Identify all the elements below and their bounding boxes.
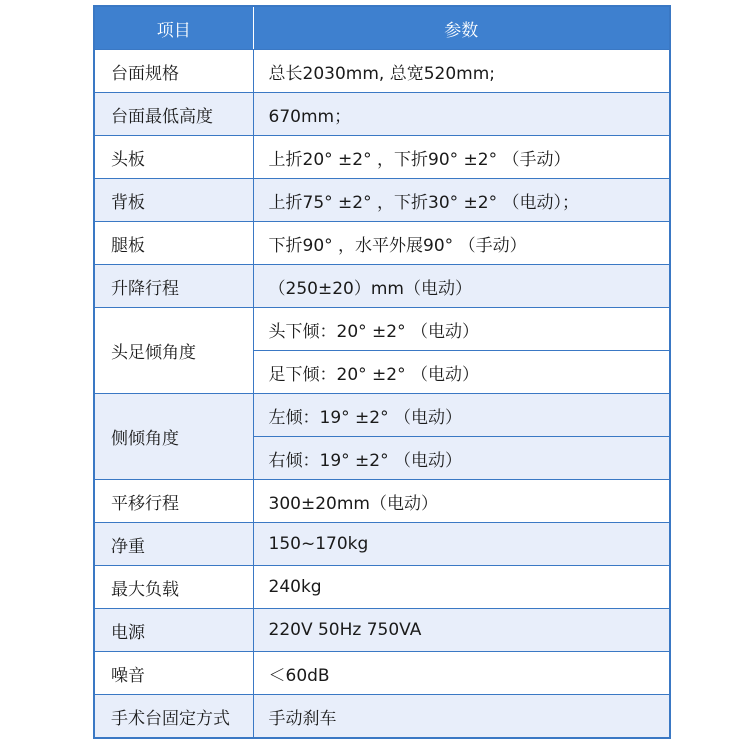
table-row [94,695,670,739]
row-label: 最大负载 [94,566,253,609]
row-value: 头下倾：20° ±2° （电动） [253,308,670,351]
row-label: 电源 [94,609,253,652]
header-param: 参数 [253,6,670,50]
row-value: 总长2030mm, 总宽520mm; [253,50,670,93]
row-label: 侧倾角度 [94,394,253,480]
row-value: 下折90° ，水平外展90° （手动） [253,222,670,265]
row-label: 手术台固定方式 [94,695,253,739]
row-value: 150~170kg [253,523,670,566]
row-value: 上折20° ±2° ，下折90° ±2° （手动） [253,136,670,179]
table-row [94,523,670,566]
row-value: 220V 50Hz 750VA [253,609,670,652]
row-value: 右倾：19° ±2° （电动） [253,437,670,480]
row-label: 台面最低高度 [94,93,253,136]
table-header-row [94,6,670,50]
row-label: 头足倾角度 [94,308,253,394]
table-row [94,93,670,136]
row-value: 左倾：19° ±2° （电动） [253,394,670,437]
table-row [94,566,670,609]
table-row [94,222,670,265]
row-label: 噪音 [94,652,253,695]
table-row [94,308,670,351]
row-value: 300±20mm（电动） [253,480,670,523]
row-label: 台面规格 [94,50,253,93]
table-row [94,652,670,695]
row-value: ＜60dB [253,652,670,695]
row-value: 足下倾：20° ±2° （电动） [253,351,670,394]
table-row [94,50,670,93]
table-row [94,480,670,523]
row-label: 净重 [94,523,253,566]
table-row [94,136,670,179]
row-value: 上折75° ±2° ，下折30° ±2° （电动）； [253,179,670,222]
row-value: 手动刹车 [253,695,670,739]
row-label: 背板 [94,179,253,222]
row-value: （250±20）mm（电动） [253,265,670,308]
spec-table [93,5,671,739]
row-label: 腿板 [94,222,253,265]
row-value: 240kg [253,566,670,609]
table-row [94,179,670,222]
row-label: 平移行程 [94,480,253,523]
table-row [94,609,670,652]
table-row [94,265,670,308]
header-item: 项目 [94,6,253,50]
row-label: 头板 [94,136,253,179]
row-label: 升降行程 [94,265,253,308]
row-value: 670mm； [253,93,670,136]
table-row [94,394,670,437]
